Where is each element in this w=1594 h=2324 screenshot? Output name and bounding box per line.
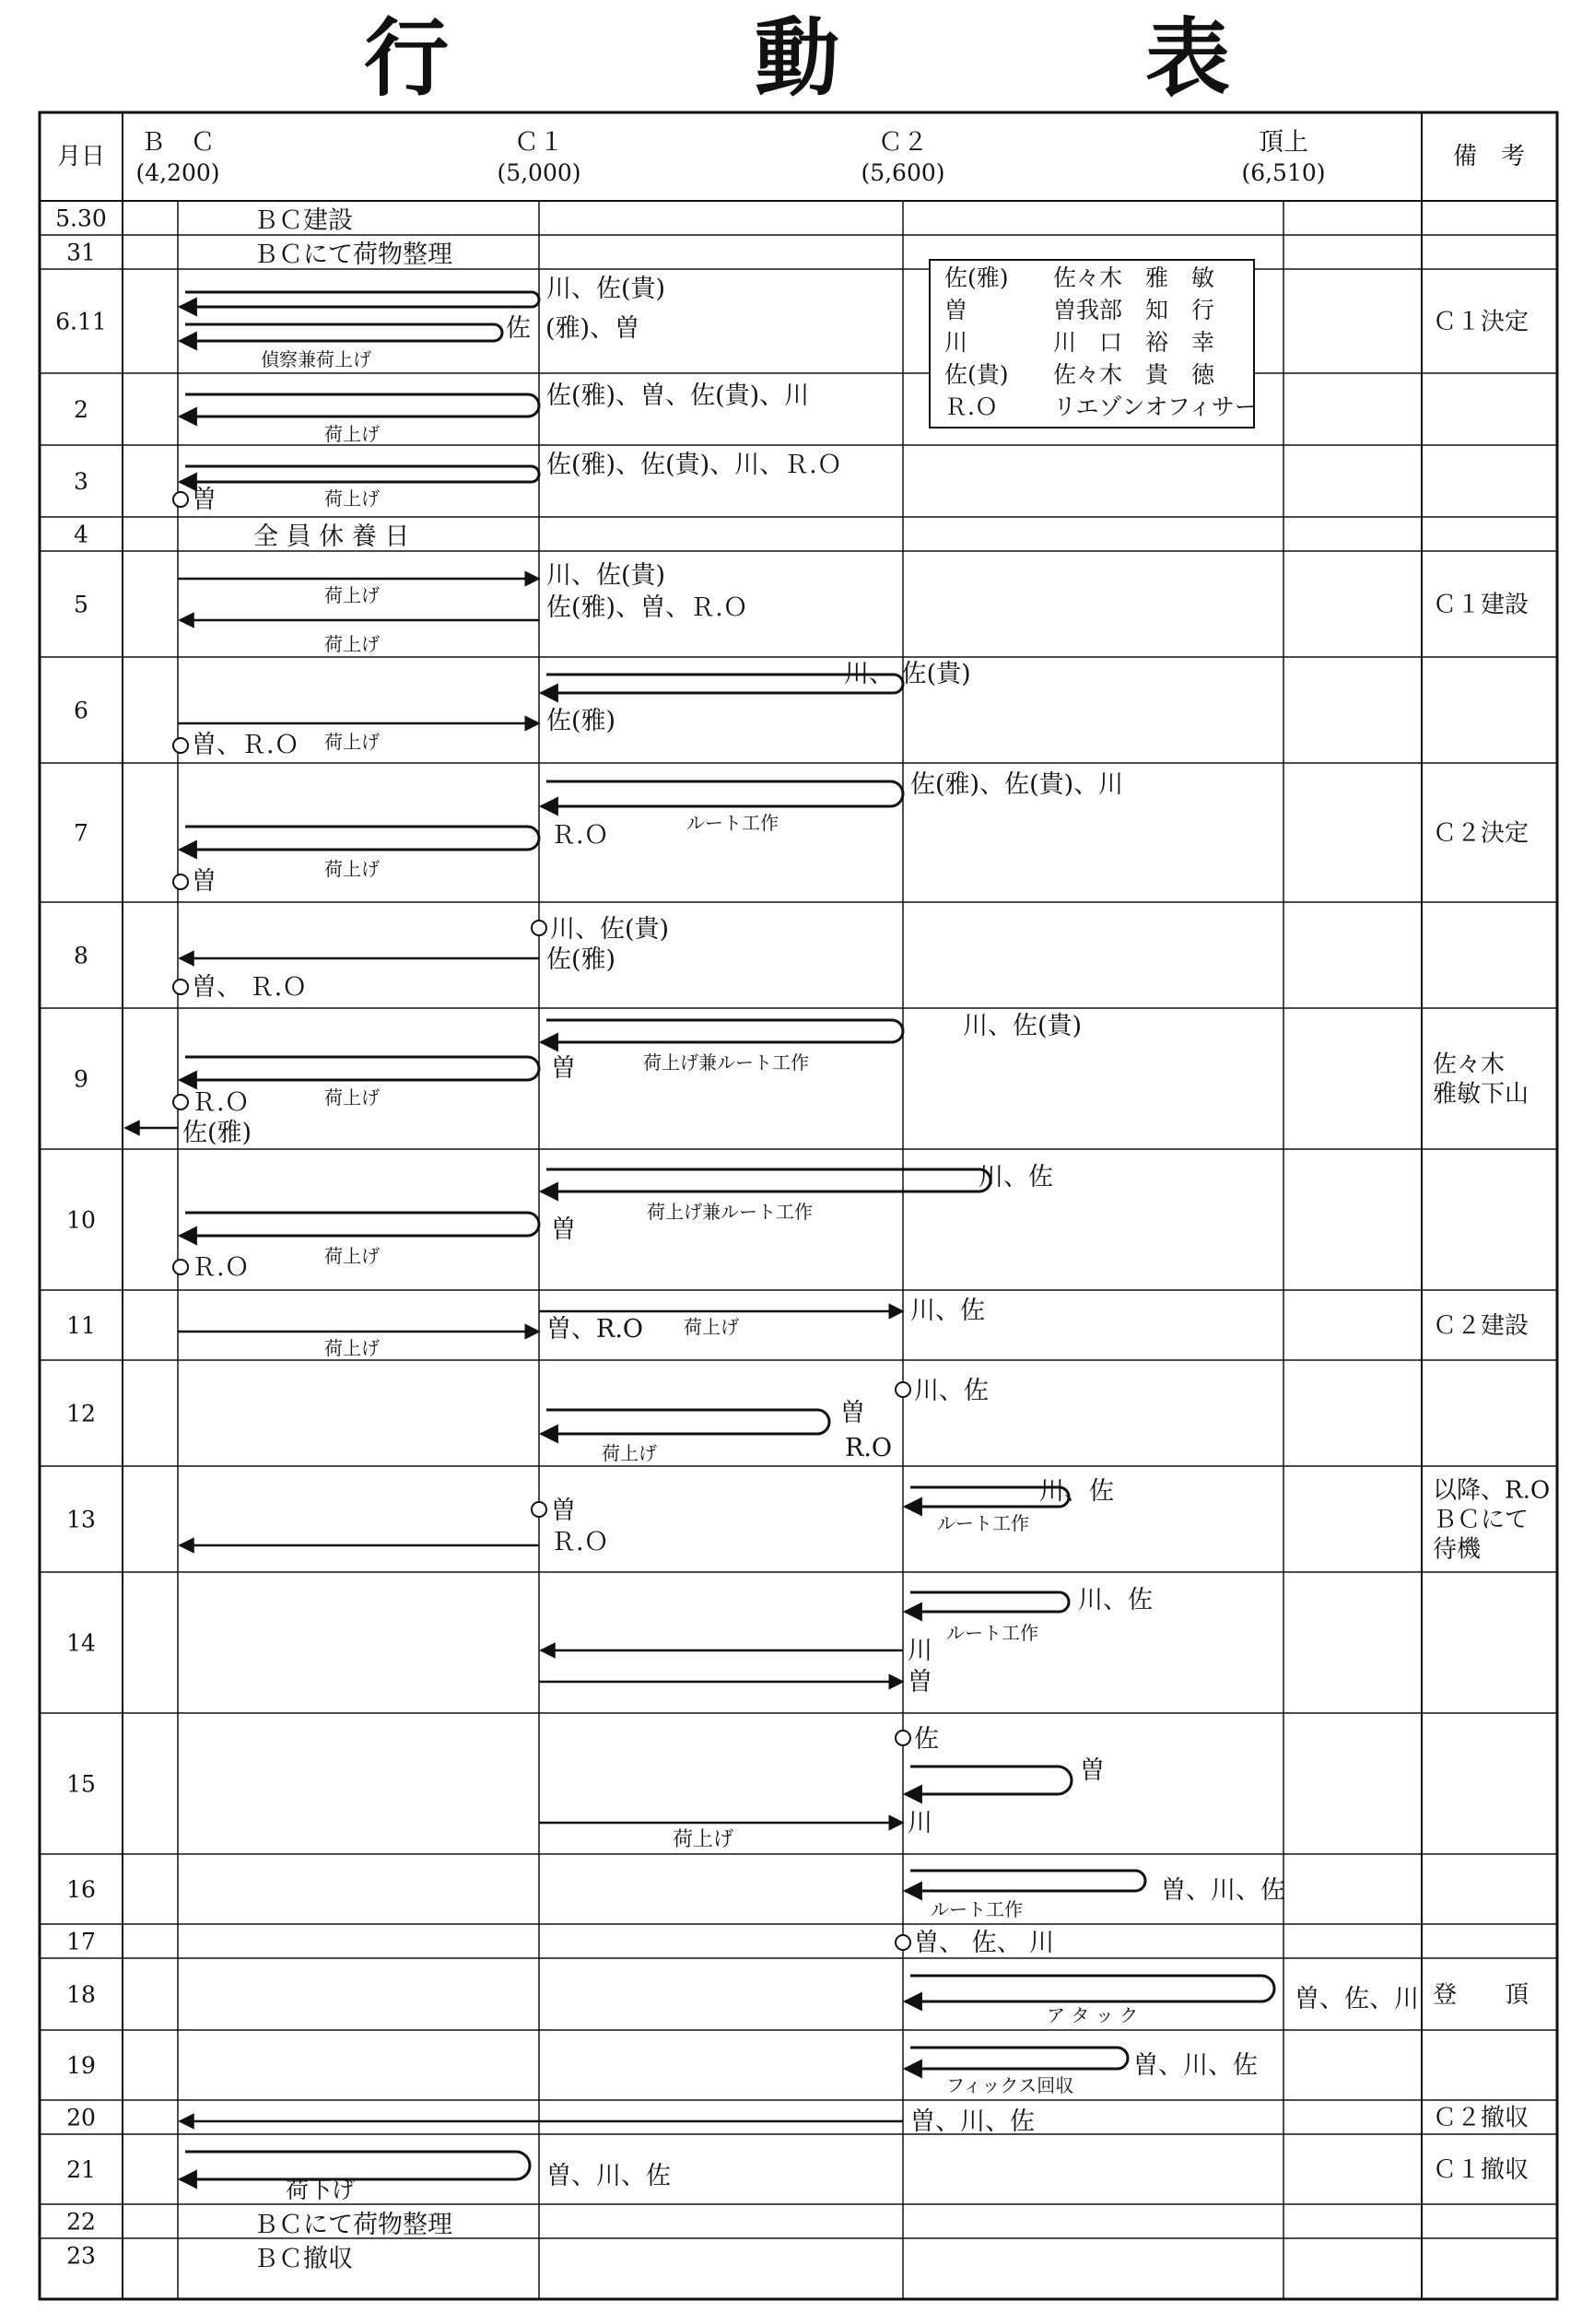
row-label: 曽 [840,1399,865,1427]
row-label: 曽、川、佐 [910,2107,1035,2136]
row-label: 佐(雅)、佐(貴)、川 [910,770,1124,799]
row-label: 曽、川、佐 [1133,2051,1258,2080]
row-label: Ｒ.Ｏ [551,821,609,850]
row-label: ルート工作 [946,1622,1038,1644]
row-label: 川、佐 [1078,1586,1153,1614]
row-date: 7 [74,819,88,847]
legend-name: 佐々木 雅 敏 [1053,264,1215,291]
row-label: 川、佐(貴) [546,561,666,590]
row-label: Ｒ.Ｏ [551,1528,609,1556]
row-label: 荷上げ兼ルート工作 [647,1201,813,1223]
row-label: 荷下げ [286,2177,356,2203]
legend-abbr: 曽 [944,297,968,323]
loop-arrow [180,827,539,850]
row-label: 荷上げ [324,1245,380,1267]
loop-arrow [541,1169,990,1191]
row-label: 荷上げ兼ルート工作 [643,1051,809,1074]
start-circle [173,1260,188,1274]
start-circle [173,874,188,889]
row-remark: Ｃ１撤収 [1433,2156,1530,2184]
row-date: 3 [74,468,88,495]
legend-name: リエゾンオフィサー [1053,393,1258,420]
row-date: 16 [66,1876,96,1903]
row-label: 川、佐 [1039,1477,1114,1506]
row-date: 11 [66,1312,96,1339]
row-remark: Ｃ２決定 [1433,819,1530,848]
row-label: 曽、Ｒ.Ｏ [192,731,299,759]
row-label: 曽 [551,1497,576,1525]
row-date: 20 [66,2104,96,2131]
row-label: Ｒ.Ｏ [192,1253,250,1282]
loop-arrow [180,324,502,341]
row-label: ＢＣにて荷物整理 [253,2211,452,2239]
loop-arrow [541,1410,829,1434]
legend-name: 川 口 裕 幸 [1053,329,1215,356]
camp-altitude-1: (5,000) [497,159,581,186]
row-date: 6 [74,697,88,724]
legend-abbr: Ｒ.Ｏ [944,393,998,420]
row-remark: 登 頂 [1433,1981,1530,2009]
row-label: 川、 佐(貴) [844,660,971,688]
legend [930,260,1258,428]
row-label: 荷上げ [324,633,380,655]
loop-arrow [905,1766,1072,1794]
loop-arrow [905,2048,1128,2069]
loop-arrow [180,394,539,417]
row-date: 2 [74,396,88,423]
row-date: 13 [66,1506,96,1533]
row-label: ＢＣにて荷物整理 [253,241,452,269]
row-label: 川、佐 [914,1377,989,1405]
row-date: 12 [66,1400,96,1427]
row-label: 川、佐(貴) [963,1012,1083,1040]
row-label: 曽 [1080,1756,1105,1785]
row-date: 14 [66,1629,96,1657]
camp-name-1: Ｃ１ [514,128,564,157]
row-date: 10 [66,1206,96,1234]
row-label: 曽、佐、川 [1295,1985,1419,2013]
row-date: 21 [66,2156,96,2183]
row-date: 4 [74,521,88,548]
row-label: 佐(雅) [546,707,616,735]
loop-arrow [180,2152,530,2179]
row-label: 川 [908,1809,932,1837]
row-label: 荷上げ [324,584,380,606]
row-remark: Ｃ２建設 [1433,1312,1530,1340]
row-label: 川、佐(貴) [550,915,670,944]
row-date: 5 [74,591,88,618]
loop-arrow [180,292,539,307]
loop-arrow [905,1871,1145,1891]
header-remarks: 備 考 [1452,143,1526,170]
camp-name-2: Ｃ２ [878,128,928,157]
document-title: 行 動 表 [363,8,1341,108]
legend-abbr: 川 [944,329,968,356]
start-circle [173,738,188,753]
row-label: ＢＣ撤収 [253,2245,353,2273]
camp-name-0: Ｂ Ｃ [140,128,216,157]
loop-arrow [180,1213,539,1236]
row-label: 佐(雅)、曽、佐(貴)、川 [546,381,810,410]
start-circle [896,1935,910,1950]
row-label: 荷上げ [602,1442,657,1464]
row-label: 全 員 休 養 日 [253,522,410,551]
row-label: 荷上げ [324,423,380,445]
row-label: 佐(雅)、佐(貴)、川、Ｒ.Ｏ [546,451,842,479]
row-date: 17 [66,1928,96,1955]
camp-altitude-3: (6,510) [1241,159,1326,186]
row-remark: Ｃ１決定 [1433,308,1530,336]
row-label: 荷上げ [324,731,380,753]
row-date: 8 [74,942,88,969]
camp-altitude-2: (5,600) [861,159,945,186]
row-label: 曽、川、佐 [546,2162,671,2190]
row-remark: 佐々木雅敏下山 [1433,1050,1530,1109]
row-label: 曽 [551,1215,576,1244]
row-label: 荷上げ [324,858,380,880]
row-date: 15 [66,1770,96,1798]
row-remark: Ｃ２撤収 [1433,2104,1530,2132]
row-label: ルート工作 [937,1512,1029,1534]
row-remark: Ｃ１建設 [1433,591,1530,619]
row-date: 19 [66,2052,96,2079]
row-date: 5.30 [55,205,107,232]
loop-arrow [905,1976,1274,2001]
start-circle [532,1502,546,1517]
start-circle [173,1095,188,1109]
row-label: 曽 [192,486,217,514]
loop-arrow [541,1020,903,1042]
legend-name: 佐々木 貴 徳 [1053,361,1215,388]
row-label: 佐 [506,314,531,343]
row-date: 31 [66,239,96,266]
row-date: 22 [66,2208,96,2236]
camp-name-3: 頂上 [1259,128,1308,157]
row-label: 川、佐(貴) [546,275,666,303]
row-label: ア タ ッ ク [1047,2004,1139,2026]
row-label: 曽 [551,1054,576,1083]
row-label: 佐(雅)、曽、Ｒ.Ｏ [546,593,748,622]
row-label: ルート工作 [931,1898,1023,1920]
row-label: 佐(雅) [546,945,616,974]
row-label: 荷上げ [324,487,380,510]
camp-altitude-0: (4,200) [135,159,220,186]
row-label: (雅)、曽 [545,314,640,343]
row-label: ＢＣ建設 [253,206,353,235]
row-label: フィックス回収 [946,2074,1074,2096]
row-label: 荷上げ [684,1316,739,1338]
row-date: 9 [74,1065,88,1093]
row-date: 23 [66,2242,96,2270]
start-circle [173,980,188,994]
header-date: 月日 [56,143,106,170]
start-circle [173,492,188,507]
row-label: 川 [908,1637,932,1665]
row-label: 曽、 Ｒ.Ｏ [192,973,308,1002]
row-label: R.O [845,1434,893,1462]
row-label: 曽、R.O [546,1315,644,1344]
row-label: 曽、 佐、 川 [914,1929,1055,1957]
row-label: 曽、川、佐 [1161,1876,1285,1905]
row-label: 曽 [192,867,217,896]
row-label: 川、佐 [979,1163,1053,1191]
row-date: 18 [66,1981,96,2008]
legend-abbr: 佐(貴) [944,361,1009,388]
row-label: 偵察兼荷上げ [261,348,371,370]
row-label: 川、佐 [910,1297,985,1325]
loop-arrow [180,466,539,482]
start-circle [896,1731,910,1745]
loop-arrow [541,781,903,806]
row-label: 荷上げ [673,1828,734,1851]
row-label: ルート工作 [686,812,779,834]
row-remark: 以降、R.O ＢＣにて待機 [1433,1476,1551,1564]
row-label: 佐 [914,1725,939,1754]
row-label: 荷上げ [324,1337,380,1359]
row-label: Ｒ.Ｏ [192,1088,250,1117]
row-date: 6.11 [55,308,107,335]
loop-arrow [905,1592,1069,1612]
start-circle [532,921,546,935]
row-label: 曽 [908,1668,932,1696]
legend-name: 曽我部 知 行 [1053,297,1215,323]
loop-arrow [180,1057,539,1080]
legend-abbr: 佐(雅) [944,264,1009,291]
row-label: 荷上げ [324,1086,380,1109]
start-circle [896,1382,910,1397]
row-label: 佐(雅) [182,1119,252,1147]
